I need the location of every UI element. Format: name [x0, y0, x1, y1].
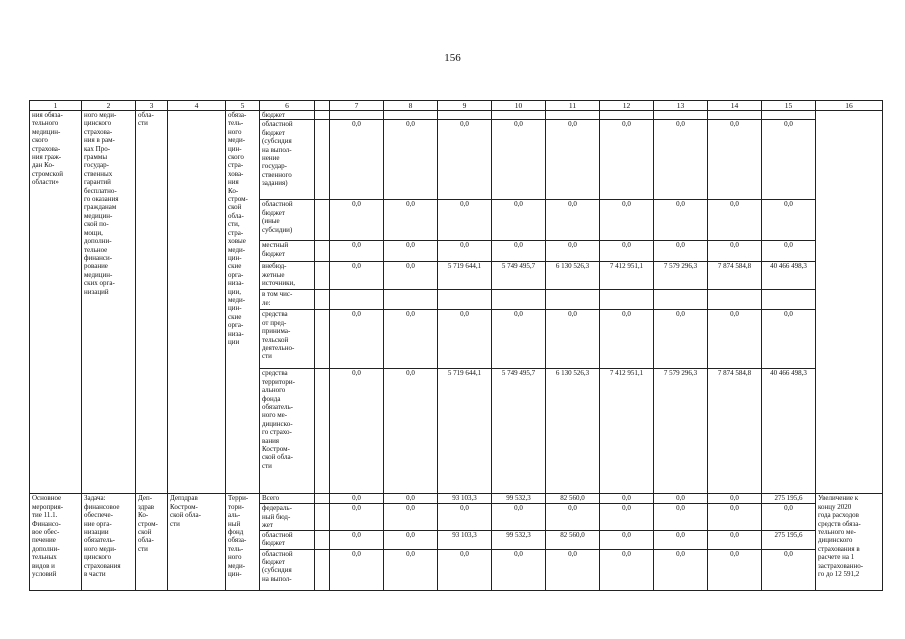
value-cell: 7 412 951,1: [600, 369, 654, 494]
spacer-cell: [315, 530, 330, 549]
value-cell: 99 532,3: [492, 494, 546, 504]
value-cell: 0,0: [762, 120, 816, 200]
value-cell: [330, 290, 384, 310]
funding-source-cell: областной бюджет (субсидия на выпол-: [260, 549, 315, 590]
participant-cell: Терри- тори- аль- ный фонд обяза- тель- ного меди- цин-: [226, 494, 260, 590]
value-cell: 93 103,3: [438, 530, 492, 549]
header-cell: 8: [384, 101, 438, 111]
value-cell: 0,0: [654, 549, 708, 590]
header-cell: [315, 101, 330, 111]
value-cell: 0,0: [546, 504, 600, 530]
value-cell: 6 130 526,3: [546, 262, 600, 290]
funding-source-cell: средства территори- ального фонда обязатель- ного ме- дицинско- го страхо- вания Костром- ской обла- сти: [260, 369, 315, 494]
header-cell: 2: [82, 101, 136, 111]
value-cell: 0,0: [384, 530, 438, 549]
value-cell: 0,0: [492, 549, 546, 590]
value-cell: 0,0: [330, 310, 384, 369]
funding-source-cell: местный бюджет: [260, 241, 315, 262]
funding-source-cell: бюджет: [260, 111, 315, 120]
value-cell: 0,0: [762, 310, 816, 369]
value-cell: 275 195,6: [762, 530, 816, 549]
value-cell: 0,0: [654, 120, 708, 200]
value-cell: [492, 290, 546, 310]
value-cell: 5 749 495,7: [492, 262, 546, 290]
funding-source-cell: в том чис- ле:: [260, 290, 315, 310]
funding-source-cell: областной бюджет (субсидия на выпол- нение государ- ственного задания): [260, 120, 315, 200]
value-cell: 7 579 296,3: [654, 369, 708, 494]
funding-source-cell: федераль- ный бюд- жет: [260, 504, 315, 530]
funding-source-cell: областной бюджет (иные субсидии): [260, 200, 315, 241]
value-cell: 0,0: [384, 369, 438, 494]
spacer-cell: [315, 120, 330, 200]
value-cell: 0,0: [546, 241, 600, 262]
value-cell: 0,0: [492, 310, 546, 369]
value-cell: 0,0: [330, 262, 384, 290]
value-cell: [384, 111, 438, 120]
expected-result-cell: [816, 111, 883, 494]
budget-table: [29, 100, 883, 591]
header-row: [30, 101, 883, 111]
value-cell: 0,0: [600, 530, 654, 549]
value-cell: 0,0: [438, 120, 492, 200]
value-cell: 0,0: [438, 200, 492, 241]
value-cell: [762, 290, 816, 310]
value-cell: [384, 290, 438, 310]
header-cell: 11: [546, 101, 600, 111]
task-cell: Задача: финансовое обеспече- ние орга- низации обязатель- ного меди- цинского страхования в части: [82, 494, 136, 590]
value-cell: 0,0: [384, 120, 438, 200]
value-cell: 0,0: [438, 241, 492, 262]
value-cell: 0,0: [384, 504, 438, 530]
value-cell: 0,0: [330, 494, 384, 504]
value-cell: 0,0: [384, 549, 438, 590]
value-cell: 0,0: [600, 310, 654, 369]
table-row: [30, 111, 883, 120]
value-cell: 0,0: [330, 200, 384, 241]
value-cell: 0,0: [546, 310, 600, 369]
value-cell: 0,0: [384, 262, 438, 290]
table-row: [30, 494, 883, 504]
value-cell: [708, 290, 762, 310]
value-cell: 0,0: [654, 494, 708, 504]
value-cell: [546, 111, 600, 120]
value-cell: 0,0: [330, 120, 384, 200]
value-cell: 0,0: [600, 494, 654, 504]
spacer-cell: [315, 262, 330, 290]
value-cell: 0,0: [330, 504, 384, 530]
value-cell: 99 532,3: [492, 530, 546, 549]
value-cell: 0,0: [708, 494, 762, 504]
header-cell: 5: [226, 101, 260, 111]
header-cell: 15: [762, 101, 816, 111]
value-cell: 0,0: [654, 241, 708, 262]
value-cell: 0,0: [384, 241, 438, 262]
value-cell: [654, 290, 708, 310]
value-cell: [708, 111, 762, 120]
value-cell: [438, 111, 492, 120]
value-cell: 0,0: [762, 549, 816, 590]
header-cell: 3: [136, 101, 168, 111]
participant-cell: обяза- тель- ного меди- цин- ского стра- хова- ния Ко- стром- ской обла- сти, стра- ховые меди- цин- ские орга- низа- ции, меди- цин- ские орга- низа- ции: [226, 111, 260, 494]
program-name-cell: ния обяза- тельного медицин- ского страхова- ния граж- дан Ко- стромской области»: [30, 111, 82, 494]
header-cell: 13: [654, 101, 708, 111]
value-cell: [762, 111, 816, 120]
value-cell: 0,0: [546, 200, 600, 241]
value-cell: 93 103,3: [438, 494, 492, 504]
value-cell: 0,0: [438, 504, 492, 530]
spacer-cell: [315, 369, 330, 494]
value-cell: 7 874 584,8: [708, 262, 762, 290]
spacer-cell: [315, 111, 330, 120]
header-cell: 4: [168, 101, 226, 111]
value-cell: 0,0: [438, 310, 492, 369]
value-cell: 0,0: [654, 530, 708, 549]
header-cell: 12: [600, 101, 654, 111]
spacer-cell: [315, 290, 330, 310]
funding-source-cell: средства от пред- принима- тельской деятельно- сти: [260, 310, 315, 369]
expected-result-cell: Увеличение к концу 2020 года расходов средств обяза- тельного ме- дицинского страхования в расчете на 1 застрахованно- го до 12 591,2: [816, 494, 883, 590]
header-cell: 9: [438, 101, 492, 111]
coordinator-cell: [168, 111, 226, 494]
executor-cell: обла- сти: [136, 111, 168, 494]
value-cell: 0,0: [546, 120, 600, 200]
value-cell: 0,0: [330, 241, 384, 262]
value-cell: 0,0: [492, 200, 546, 241]
value-cell: 7 412 951,1: [600, 262, 654, 290]
value-cell: 0,0: [708, 530, 762, 549]
value-cell: 0,0: [762, 200, 816, 241]
value-cell: 7 874 584,8: [708, 369, 762, 494]
spacer-cell: [315, 200, 330, 241]
value-cell: 0,0: [654, 504, 708, 530]
value-cell: 0,0: [492, 241, 546, 262]
value-cell: 5 719 644,1: [438, 262, 492, 290]
value-cell: [600, 111, 654, 120]
task-cell: ного меди- цинского страхова- ния в рам- ках Про- граммы государ- ственных гарантий бесплатно- го оказания гражданам медицин- ской по- мощи, дополни- тельное финанси- рование медицин- ских орга- низаций: [82, 111, 136, 494]
header-cell: 1: [30, 101, 82, 111]
header-cell: 16: [816, 101, 883, 111]
funding-source-cell: областной бюджет: [260, 530, 315, 549]
funding-source-cell: Всего: [260, 494, 315, 504]
value-cell: 0,0: [654, 310, 708, 369]
value-cell: 5 749 495,7: [492, 369, 546, 494]
header-cell: 7: [330, 101, 384, 111]
value-cell: [600, 290, 654, 310]
value-cell: 0,0: [546, 549, 600, 590]
spacer-cell: [315, 494, 330, 504]
value-cell: 0,0: [384, 200, 438, 241]
value-cell: 0,0: [708, 549, 762, 590]
value-cell: 0,0: [384, 494, 438, 504]
funding-source-cell: внебюд- жетные источники,: [260, 262, 315, 290]
value-cell: 7 579 296,3: [654, 262, 708, 290]
value-cell: 0,0: [708, 120, 762, 200]
value-cell: 0,0: [330, 549, 384, 590]
spacer-cell: [315, 549, 330, 590]
value-cell: 0,0: [330, 530, 384, 549]
header-cell: 10: [492, 101, 546, 111]
value-cell: 0,0: [600, 241, 654, 262]
value-cell: 0,0: [492, 504, 546, 530]
value-cell: [330, 111, 384, 120]
value-cell: 0,0: [654, 200, 708, 241]
value-cell: 0,0: [330, 369, 384, 494]
value-cell: 0,0: [438, 549, 492, 590]
coordinator-cell: Депздрав Костром- ской обла- сти: [168, 494, 226, 590]
value-cell: 0,0: [384, 310, 438, 369]
value-cell: 0,0: [600, 549, 654, 590]
value-cell: 275 195,6: [762, 494, 816, 504]
value-cell: [546, 290, 600, 310]
value-cell: 0,0: [762, 504, 816, 530]
value-cell: 0,0: [708, 504, 762, 530]
value-cell: 40 466 498,3: [762, 262, 816, 290]
value-cell: 5 719 644,1: [438, 369, 492, 494]
header-cell: 6: [260, 101, 315, 111]
value-cell: 0,0: [708, 310, 762, 369]
value-cell: 6 130 526,3: [546, 369, 600, 494]
spacer-cell: [315, 241, 330, 262]
value-cell: 0,0: [600, 120, 654, 200]
spacer-cell: [315, 504, 330, 530]
program-name-cell: Основное мероприя- тие 11.1. Финансо- вое обес- печение дополни- тельных видов и условий: [30, 494, 82, 590]
value-cell: 0,0: [708, 241, 762, 262]
value-cell: [492, 111, 546, 120]
value-cell: 0,0: [492, 120, 546, 200]
header-cell: 14: [708, 101, 762, 111]
value-cell: 0,0: [600, 200, 654, 241]
value-cell: 0,0: [762, 241, 816, 262]
page-number: 156: [444, 52, 461, 64]
value-cell: [654, 111, 708, 120]
spacer-cell: [315, 310, 330, 369]
value-cell: 40 466 498,3: [762, 369, 816, 494]
value-cell: 0,0: [600, 504, 654, 530]
value-cell: [438, 290, 492, 310]
executor-cell: Деп- здрав Ко- стром- ской обла- сти: [136, 494, 168, 590]
value-cell: 0,0: [708, 200, 762, 241]
value-cell: 82 560,0: [546, 530, 600, 549]
value-cell: 82 560,0: [546, 494, 600, 504]
